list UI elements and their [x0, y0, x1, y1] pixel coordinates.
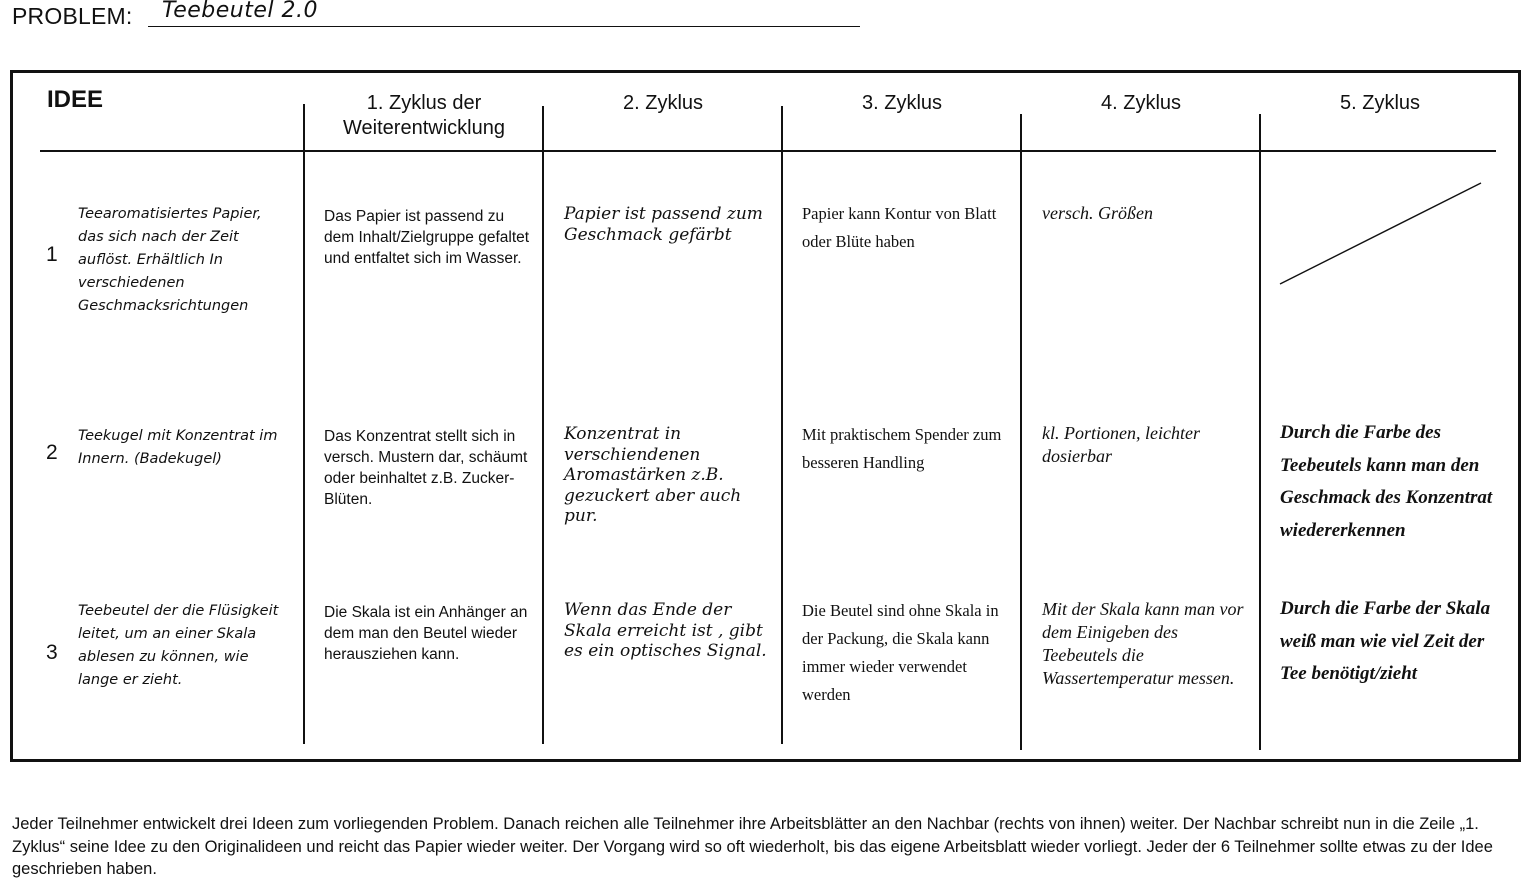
cycle-4-text: kl. Portionen, leichter dosierbar	[1042, 423, 1200, 466]
column-divider	[781, 106, 783, 744]
cycle-3-text: Mit praktischem Spender zum besseren Handling	[802, 425, 1002, 472]
idea-text: Teebeutel der die Flüsigkeit leitet, um an einer Skala ablesen zu können, wie lange er zieht.	[78, 603, 279, 688]
cycle-1-text: Die Skala ist ein Anhänger an dem man den Beutel wieder herausziehen kann.	[324, 604, 528, 663]
column-divider	[1020, 114, 1022, 750]
row-number: 3	[46, 641, 58, 664]
column-divider	[542, 106, 544, 744]
empty-cell-slash	[1270, 176, 1490, 296]
cycle-3-header: 3. Zyklus	[861, 92, 943, 114]
cycle-2-header: 2. Zyklus	[622, 92, 704, 114]
cycle-1-header: 1. Zyklus der Weiterentwicklung	[343, 92, 505, 139]
cycle-3-text: Die Beutel sind ohne Skala in der Packung, die Skala kann immer wieder verwendet werden	[802, 601, 999, 704]
cycle-4-text: Mit der Skala kann man vor dem Einigeben des Teebeutels die Wassertemperatur messen.	[1042, 599, 1244, 688]
column-divider	[303, 104, 305, 744]
cycle-4-header: 4. Zyklus	[1100, 92, 1182, 114]
cycle-4-text: versch. Größen	[1042, 203, 1153, 223]
idee-header: IDEE	[47, 86, 104, 113]
problem-value: Teebeutel 2.0	[162, 0, 318, 23]
cycle-2-text: Wenn das Ende der Skala erreicht ist , gibt es ein optisches Signal.	[564, 600, 767, 661]
header-divider	[40, 150, 1496, 152]
cycle-2-text: Konzentrat in verschiendenen Aromastärken z.B. gezuckert aber auch pur.	[564, 424, 742, 526]
cycle-5-header: 5. Zyklus	[1339, 92, 1421, 114]
instructions-text: Jeder Teilnehmer entwickelt drei Ideen zum vorliegenden Problem. Danach reichen alle Teilnehmer ihre Arbeitsblätter an den Nachbar (rechts von ihnen) weiter. Der Nachbar schreibt nun in die Zeile „1. Zyklus“ seine Idee zu den Originalideen und reicht das Papier wieder weiter. Der Vorgang wird so oft wiederholt, bis das eigene Arbeitsblatt wieder vorliegt. Jeder der 6 Teilnehmer sollte etwas zu der Idee geschrieben haben.	[12, 815, 1493, 878]
idea-text: Teekugel mit Konzentrat im Innern. (Badekugel)	[78, 428, 278, 467]
cycle-2-text: Papier ist passend zum Geschmack gefärbt	[564, 204, 763, 245]
cycle-5-text: Durch die Farbe der Skala weiß man wie viel Zeit der Tee benötigt/zieht	[1280, 598, 1491, 684]
idea-text: Teearomatisiertes Papier, das sich nach der Zeit auflöst. Erhältlich In verschiedenen Geschmacksrichtungen	[78, 206, 262, 314]
row-number: 2	[46, 441, 58, 464]
row-number: 1	[46, 243, 58, 266]
problem-label: PROBLEM:	[12, 3, 133, 29]
cycle-1-text: Das Papier ist passend zu dem Inhalt/Zielgruppe gefaltet und entfaltet sich im Wasser.	[324, 208, 530, 267]
cycle-5-text: Durch die Farbe des Teebeutels kann man den Geschmack des Konzentrat wiedererkennen	[1280, 422, 1493, 541]
problem-underline	[148, 26, 860, 27]
column-divider	[1259, 114, 1261, 750]
cycle-1-text: Das Konzentrat stellt sich in versch. Mustern dar, schäumt oder beinhaltet z.B. Zucker-Blüten.	[324, 428, 528, 508]
cycle-3-text: Papier kann Kontur von Blatt oder Blüte haben	[802, 204, 997, 251]
